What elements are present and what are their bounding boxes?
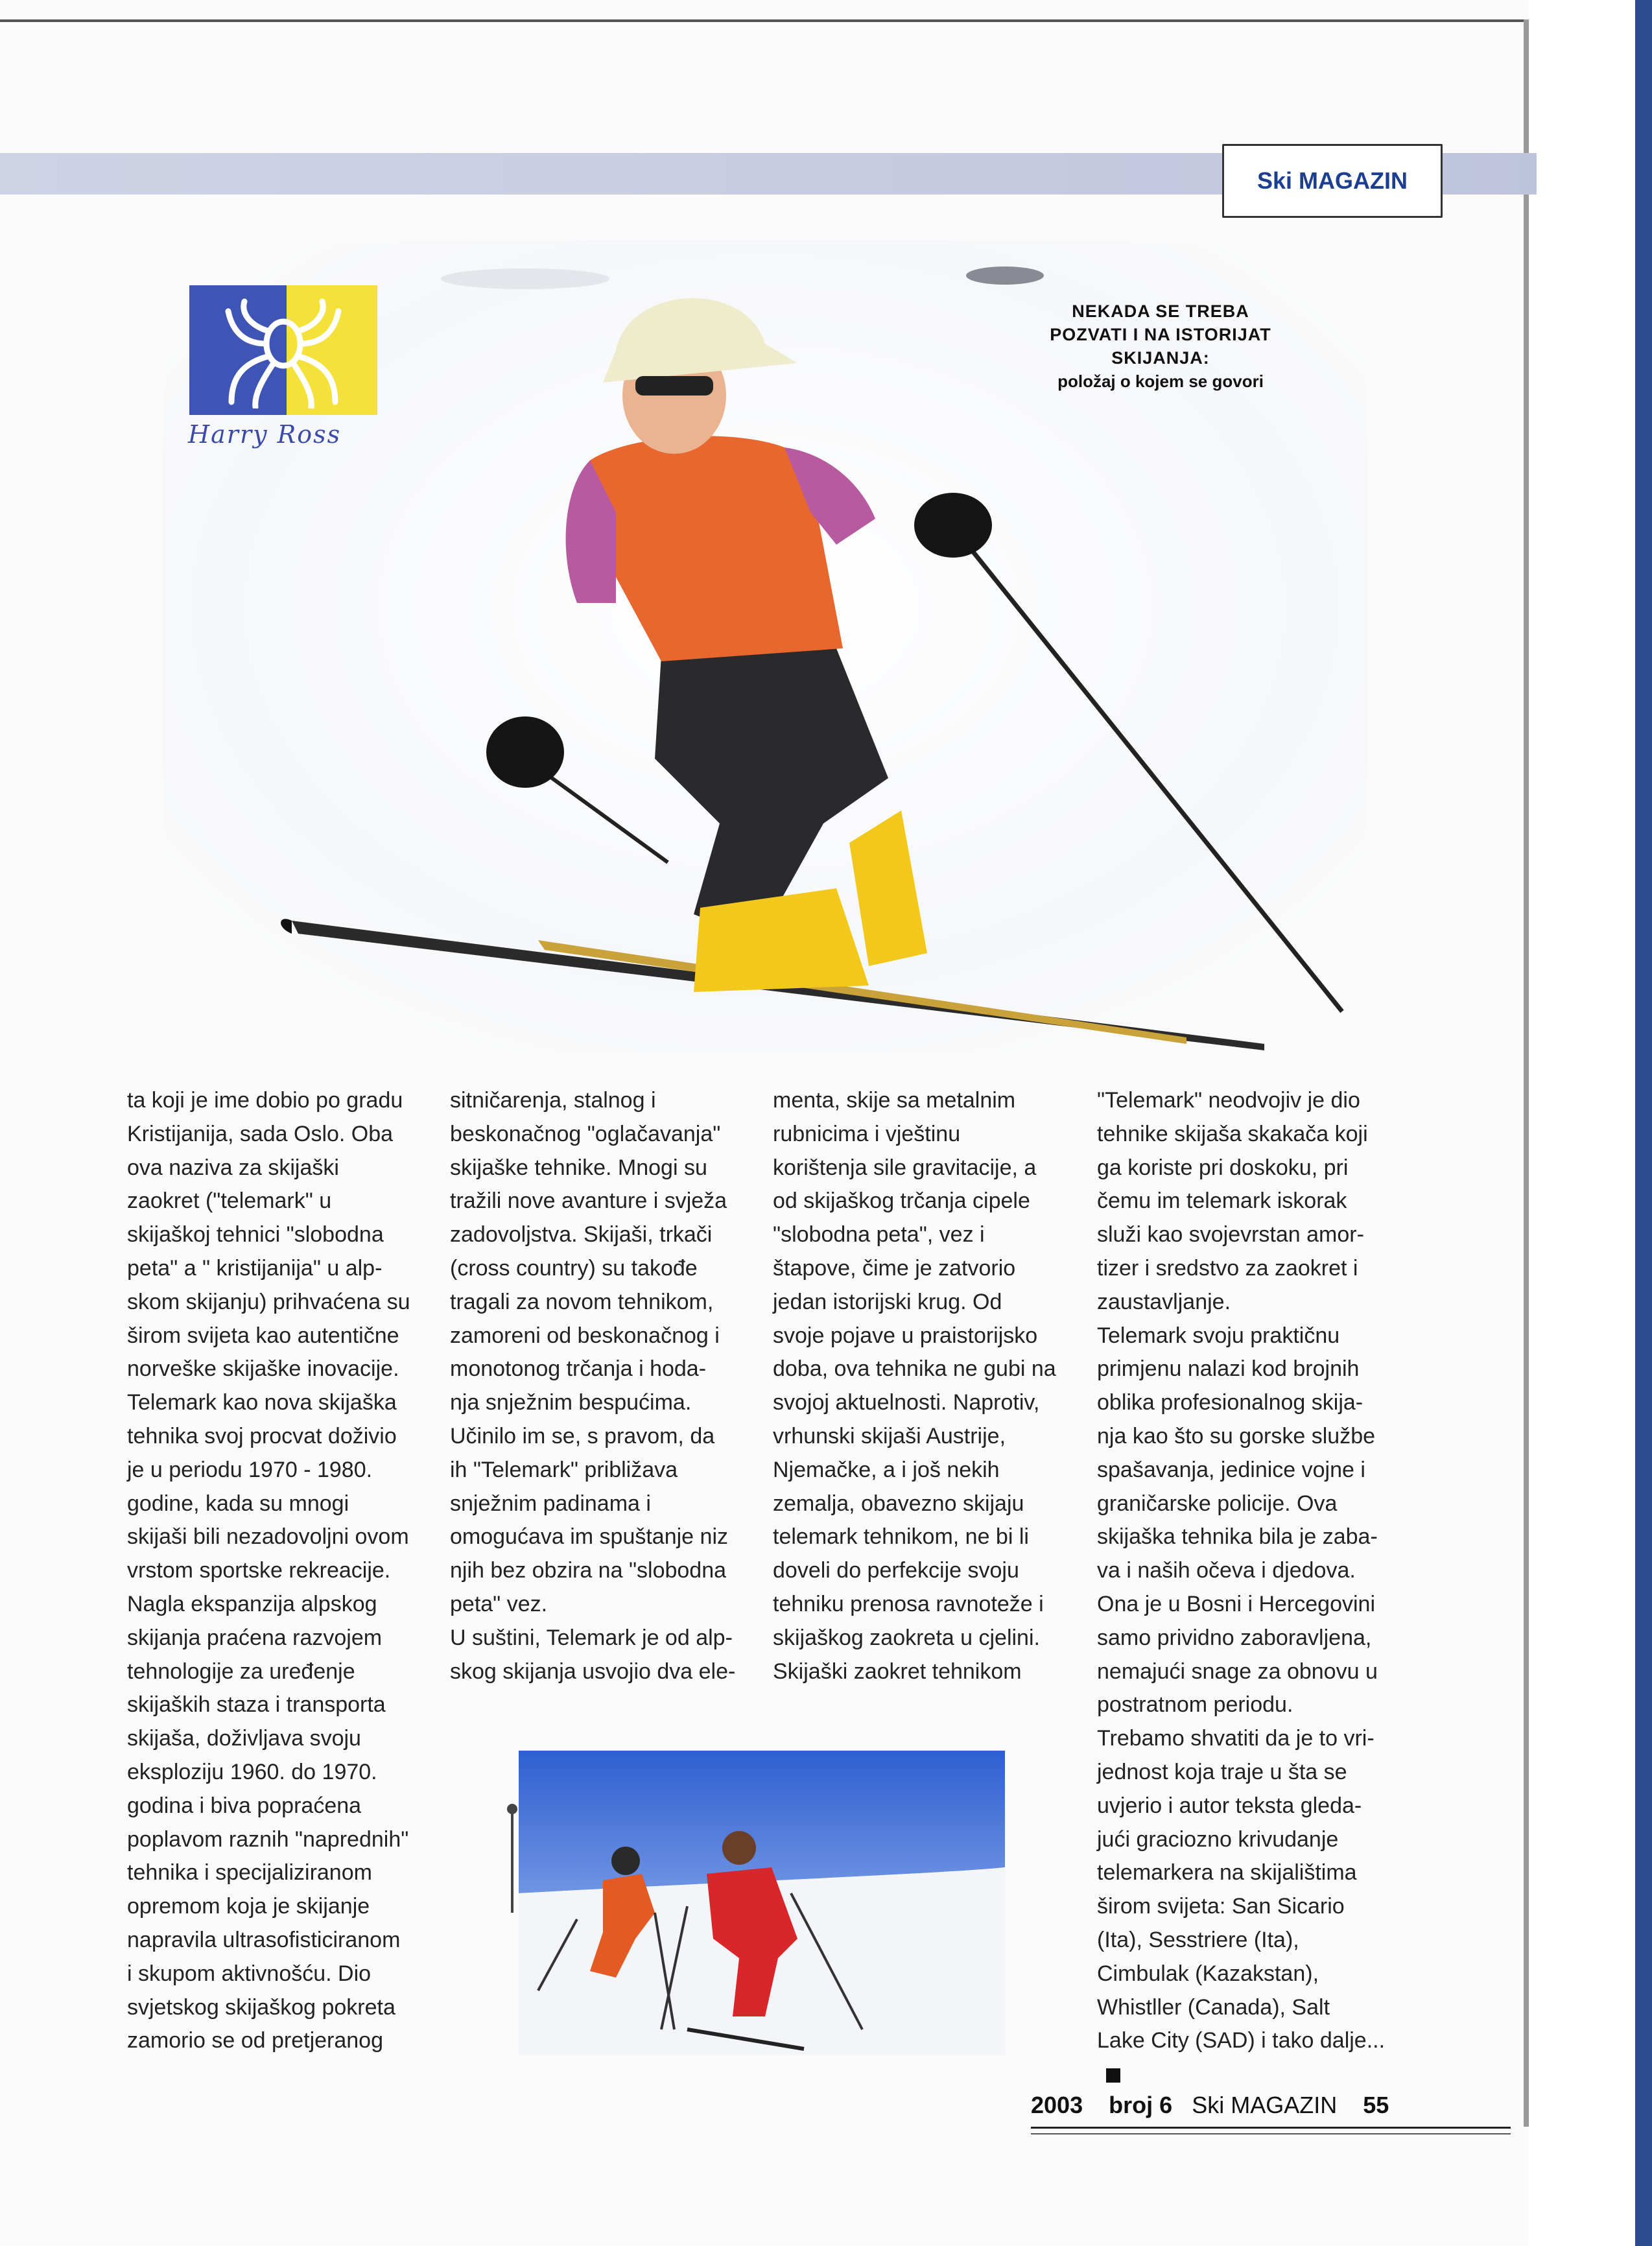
text-line: Njemačke, a i još nekih [773,1457,1000,1482]
text-line: skijaških staza i transporta [127,1692,386,1718]
text-line: spašavanja, jedinice vojne i [1097,1457,1365,1482]
text-line: od skijaškog trčanja cipele [773,1188,1030,1214]
text-line: širom svijeta: San Sicario [1097,1894,1345,1919]
text-line: skijaška tehnika bila je zaba- [1097,1524,1378,1550]
text-line: skom skijanju) prihvaćena su [127,1289,410,1314]
text-line: beskonačnog "oglačavanja" [450,1121,721,1146]
magazine-label: Ski MAGAZIN [1257,167,1408,194]
text-line: svojoj aktuelnosti. Naprotiv, [773,1390,1040,1415]
text-line: U suštini, Telemark je od alp- [450,1625,733,1650]
text-line: jednost koja traje u šta se [1097,1759,1347,1784]
text-line: nja snježnim bespućima. [450,1390,692,1415]
text-line: zemalja, obavezno skijaju [773,1491,1024,1516]
text-line: Kristijanija, sada Oslo. Oba [127,1121,394,1146]
text-line: Skijaški zaokret tehnikom [773,1659,1022,1684]
footer-rule [1031,2127,1511,2129]
text-line: je u periodu 1970 - 1980. [127,1457,373,1482]
text-line: nemajući snage za obnovu u [1097,1659,1378,1684]
text-line: tehniku prenosa ravnoteže i [773,1591,1044,1616]
article-column-2 [450,1084,755,1688]
text-line: "slobodna peta", vez i [773,1222,985,1247]
photo-two-skiers [493,1744,1031,2055]
text-line: Trebamo shvatiti da je to vri- [1097,1726,1375,1751]
text-line: sitničarenja, stalnog i [450,1088,656,1113]
text-line: napravila ultrasofisticiranom [127,1927,401,1952]
text-line: "Telemark" neodvojiv je dio [1097,1088,1360,1113]
text-line: ova naziva za skijaški [127,1155,339,1180]
caption-headline-line: SKIJANJA: [1111,348,1210,368]
text-line: Lake City (SAD) i tako dalje... [1097,2028,1386,2053]
text-line: i skupom aktivnošću. Dio [127,1961,372,1986]
text-line: Ona je u Bosni i Hercegovini [1097,1591,1376,1616]
article-column-3 [773,1084,1078,1688]
text-line: tehnika svoj procvat doživio [127,1423,397,1448]
text-line: skijaša, doživljava svoju [127,1726,361,1751]
text-line: korištenja sile gravitacije, a [773,1155,1037,1180]
text-line: va i naših očeva i djedova. [1097,1558,1356,1583]
text-line: tehnike skijaša skakača koji [1097,1121,1368,1146]
text-line [1097,2024,1407,2092]
text-line: jući graciozno krivudanje [1097,1826,1339,1852]
spider-icon [215,298,351,408]
text-line: vrhunski skijaši Austrije, [773,1423,1006,1448]
text-line: norveške skijaške inovacije. [127,1356,399,1382]
text-line: jedan istorijski krug. Od [773,1289,1002,1314]
text-line: Nagla ekspanzija alpskog [127,1591,377,1616]
text-line: skijaškoj tehnici "slobodna [127,1222,384,1247]
footer-rule [1031,2133,1511,2134]
article-column-4 [1097,1084,1407,2092]
footer-magazine: Ski MAGAZIN [1192,2092,1338,2118]
text-line: opremom koja je skijanje [127,1894,370,1919]
text-line: skijaškog zaokreta u cjelini. [773,1625,1040,1650]
text-line: zaokret ("telemark" u [127,1188,332,1214]
text-line: samo prividno zaboravljena, [1097,1625,1372,1650]
text-line: služi kao svojevrstan amor- [1097,1222,1364,1247]
text-line: oblika profesionalnog skija- [1097,1390,1363,1415]
footer-page-number: 55 [1363,2092,1389,2118]
text-line: menta, skije sa metalnim [773,1088,1016,1113]
text-line: uvjerio i autor teksta gleda- [1097,1793,1362,1818]
text-line: snježnim padinama i [450,1491,651,1516]
text-line: zadovoljstva. Skijaši, trkači [450,1222,713,1247]
text-line: tragali za novom tehnikom, [450,1289,714,1314]
caption-subline: položaj o kojem se govori [1057,372,1264,391]
caption-headline-line: NEKADA SE TREBA [1072,301,1249,321]
page-footer [1031,2092,1436,2119]
text-line: tizer i sredstvo za zaokret i [1097,1255,1358,1281]
photo-caption [1024,300,1297,393]
text-line: čemu im telemark iskorak [1097,1188,1347,1214]
skier-glove-right [914,493,992,558]
text-line: graničarske policije. Ova [1097,1491,1338,1516]
binding-edge [1635,0,1652,2246]
text-line: ih "Telemark" približava [450,1457,678,1482]
footer-issue: broj 6 [1109,2092,1173,2118]
text-line: širom svijeta kao autentične [127,1323,399,1348]
text-line: tehnika i specijaliziranom [127,1860,372,1885]
text-line: zamoreni od beskonačnog i [450,1323,720,1348]
text-line: tehnologije za uređenje [127,1659,355,1684]
author-logo [189,285,377,415]
text-line: eksploziju 1960. do 1970. [127,1759,377,1784]
text-line: Cimbulak (Kazakstan), [1097,1961,1319,1986]
text-line: doveli do perfekcije svoju [773,1558,1019,1583]
article-end-mark [1106,2068,1120,2083]
text-line: nja kao što su gorske službe [1097,1423,1376,1448]
page-margin [1529,0,1652,2246]
text-line: monotonog trčanja i hoda- [450,1356,707,1382]
text-line: Whistller (Canada), Salt [1097,1994,1330,2020]
skier-sunglasses [635,376,713,396]
caption-headline-line: POZVATI I NA ISTORIJAT [1050,325,1271,344]
text-line: njih bez obzira na "slobodna [450,1558,727,1583]
text-line: omogućava im spuštanje niz [450,1524,729,1550]
text-line: telemark tehnikom, ne bi li [773,1524,1029,1550]
text-line: ga koriste pri doskoku, pri [1097,1155,1349,1180]
text-line: peta" a " kristijanija" u alp- [127,1255,383,1281]
text-line: skijaške tehnike. Mnogi su [450,1155,707,1180]
text-line: primjenu nalazi kod brojnih [1097,1356,1360,1382]
text-line: skijaši bili nezadovoljni ovom [127,1524,409,1550]
text-line: skijanja praćena razvojem [127,1625,383,1650]
text-line: svjetskog skijaškog pokreta [127,1994,395,2020]
text-line: Telemark svoju praktičnu [1097,1323,1340,1348]
text-line: rubnicima i vještinu [773,1121,961,1146]
text-line: vrstom sportske rekreacije. [127,1558,391,1583]
skier-glove-left [486,716,564,788]
text-line: peta" vez. [450,1591,548,1616]
text-line: telemarkera na skijalištima [1097,1860,1357,1885]
text-line: Telemark kao nova skijaška [127,1390,397,1415]
text-line: zaustavljanje. [1097,1289,1231,1314]
top-rule [0,19,1524,22]
text-line: skog skijanja usvojio dva ele- [450,1659,736,1684]
page-edge [1524,19,1529,2127]
text-line: Učinilo im se, s pravom, da [450,1423,715,1448]
text-line: godina i biva popraćena [127,1793,362,1818]
magazine-label-box [1222,144,1443,218]
text-line: zamorio se od pretjeranog [127,2028,384,2053]
article-column-1 [127,1084,432,2058]
text-line: postratnom periodu. [1097,1692,1293,1718]
text-line: poplavom raznih "naprednih" [127,1826,409,1852]
text-line: tražili nove avanture i svježa [450,1188,727,1214]
text-line: ta koji je ime dobio po gradu [127,1088,403,1113]
text-line: (Ita), Sesstriere (Ita), [1097,1927,1299,1952]
author-signature: Harry Ross [188,420,342,449]
footer-year: 2003 [1031,2092,1083,2118]
text-line: (cross country) su takođe [450,1255,698,1281]
text-line: štapove, čime je zatvorio [773,1255,1016,1281]
text-line: godine, kada su mnogi [127,1491,349,1516]
text-line: svoje pojave u praistorijsko [773,1323,1038,1348]
text-line: doba, ova tehnika ne gubi na [773,1356,1056,1382]
